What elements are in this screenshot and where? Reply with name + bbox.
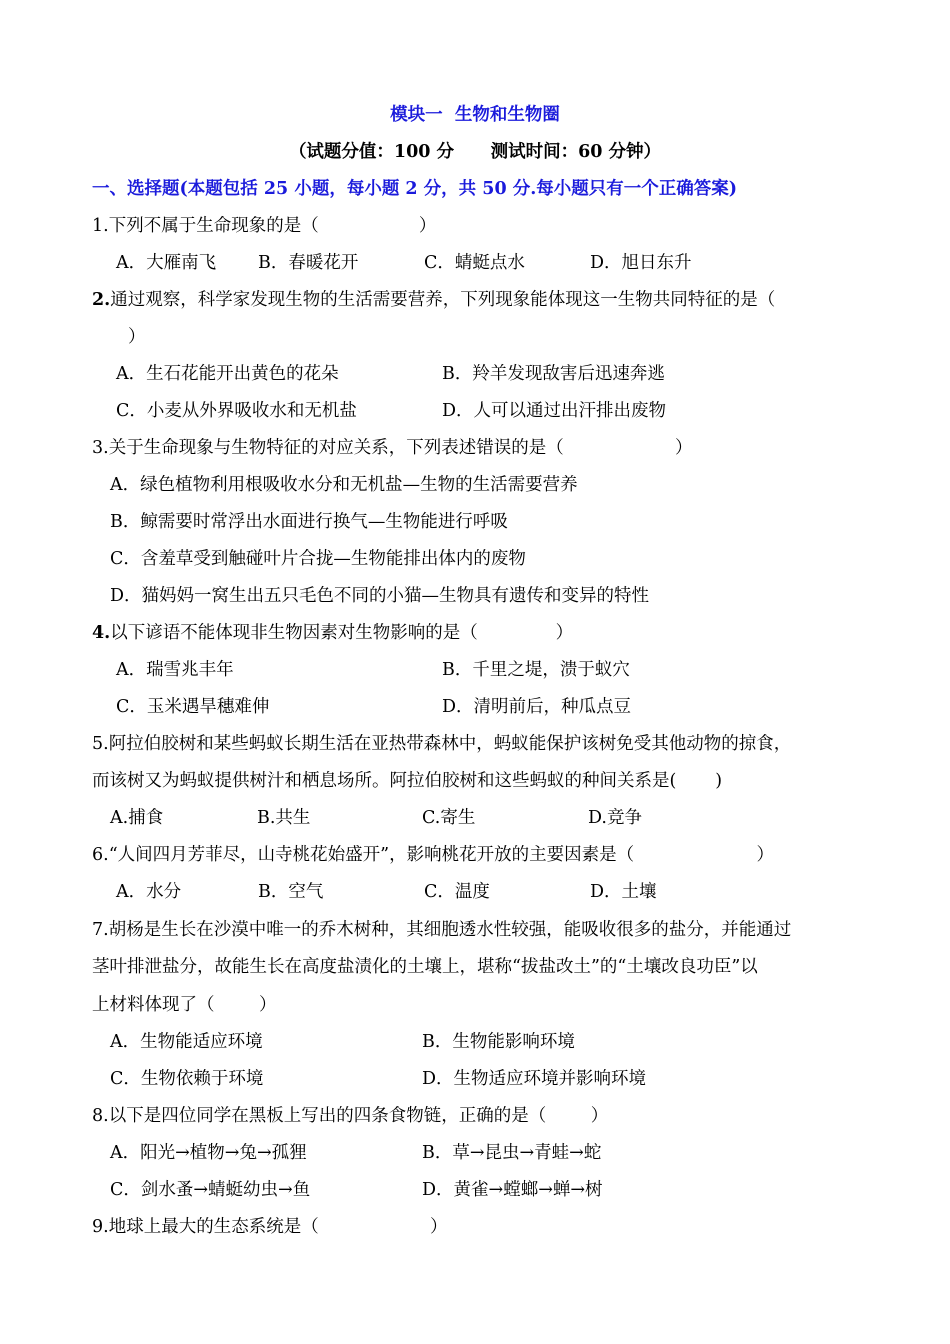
question-5-stem-cont: 而该树又为蚂蚁提供树汁和栖息场所。阿拉伯胶树和这些蚂蚁的种间关系是( ) (92, 771, 723, 791)
question-2-stem-cont: ） (128, 327, 146, 347)
question-4-option-a: A．瑞雪兆丰年 (116, 660, 234, 680)
question-5-option-d: D.竞争 (588, 808, 642, 828)
question-6-stem: 6.“人间四月芳菲尽，山寺桃花始盛开”，影响桃花开放的主要因素是（ ） (92, 845, 774, 865)
question-7-stem: 7.胡杨是生长在沙漠中唯一的乔木树种，其细胞透水性较强，能吸收很多的盐分，并能通过 (92, 920, 792, 940)
question-4-option-d: D．清明前后，种瓜点豆 (442, 697, 632, 717)
question-1-option-c: C．蜻蜓点水 (424, 253, 525, 273)
question-8-stem: 8.以下是四位同学在黑板上写出的四条食物链，正确的是（ ） (92, 1106, 609, 1126)
question-4-number: 4. (92, 623, 111, 643)
question-8-option-a: A．阳光→植物→兔→孤狸 (110, 1143, 307, 1163)
question-5-option-a: A.捕食 (110, 808, 164, 828)
question-9-stem: 9.地球上最大的生态系统是（ ） (92, 1217, 448, 1237)
question-6-option-d: D．土壤 (590, 882, 657, 902)
question-7-option-c: C．生物依赖于环境 (110, 1069, 264, 1089)
question-2-option-b: B．羚羊发现敌害后迅速奔逃 (442, 364, 665, 384)
question-3-option-b: B．鲸需要时常浮出水面进行换气—生物能进行呼吸 (110, 512, 508, 532)
question-6-option-a: A．水分 (116, 882, 182, 902)
question-4-text: 以下谚语不能体现非生物因素对生物影响的是（ ） (110, 623, 574, 643)
question-1-option-d: D．旭日东升 (590, 253, 692, 273)
question-6-option-b: B．空气 (258, 882, 324, 902)
question-2-option-c: C．小麦从外界吸收水和无机盐 (116, 401, 357, 421)
exam-info: （试题分值：100 分 测试时间：60 分钟） (288, 142, 662, 162)
question-7-option-b: B．生物能影响环境 (422, 1032, 575, 1052)
question-3-option-c: C．含羞草受到触碰叶片合拢—生物能排出体内的废物 (110, 549, 526, 569)
question-4-stem (92, 621, 573, 645)
question-7-stem-cont-2: 上材料体现了（ ） (92, 995, 277, 1015)
question-7-option-a: A．生物能适应环境 (110, 1032, 263, 1052)
question-4-option-c: C．玉米遇旱穗难伸 (116, 697, 270, 717)
question-6-option-c: C．温度 (424, 882, 490, 902)
section-heading: 一、选择题(本题包括 25 小题，每小题 2 分，共 50 分.每小题只有一个正确答案) (92, 179, 738, 199)
question-8-option-c: C．剑水蚤→蜻蜓幼虫→鱼 (110, 1180, 311, 1200)
question-5-option-b: B.共生 (257, 808, 311, 828)
question-3-option-a: A．绿色植物利用根吸收水分和无机盐—生物的生活需要营养 (110, 475, 578, 495)
page-title: 模块一 生物和生物圈 (390, 105, 560, 125)
question-7-option-d: D．生物适应环境并影响环境 (422, 1069, 647, 1089)
question-2-option-d: D．人可以通过出汗排出废物 (442, 401, 667, 421)
question-3-stem: 3.关于生命现象与生物特征的对应关系，下列表述错误的是（ ） (92, 438, 693, 458)
question-3-option-d: D．猫妈妈一窝生出五只毛色不同的小猫—生物具有遗传和变异的特性 (110, 586, 650, 606)
question-1-option-b: B．春暖花开 (258, 253, 359, 273)
question-2-text: 通过观察，科学家发现生物的生活需要营养，下列现象能体现这一生物共同特征的是（ (110, 290, 776, 310)
question-8-option-d: D．黄雀→螳螂→蝉→树 (422, 1180, 603, 1200)
question-7-stem-cont-1: 茎叶排泄盐分，故能生长在高度盐渍化的土壤上，堪称“拔盐改土”的“土壤改良功臣”以 (92, 957, 758, 977)
question-2-option-a: A．生石花能开出黄色的花朵 (116, 364, 339, 384)
question-4-option-b: B．千里之堤，溃于蚁穴 (442, 660, 630, 680)
question-1-stem: 1.下列不属于生命现象的是（ ） (92, 216, 437, 236)
question-8-option-b: B．草→昆虫→青蛙→蛇 (422, 1143, 602, 1163)
question-1-option-a: A．大雁南飞 (116, 253, 217, 273)
question-5-option-c: C.寄生 (422, 808, 476, 828)
question-5-stem: 5.阿拉伯胶树和某些蚂蚁长期生活在亚热带森林中，蚂蚁能保护该树免受其他动物的掠食， (92, 734, 792, 754)
question-2-stem (92, 288, 775, 312)
question-2-number: 2. (92, 290, 111, 310)
